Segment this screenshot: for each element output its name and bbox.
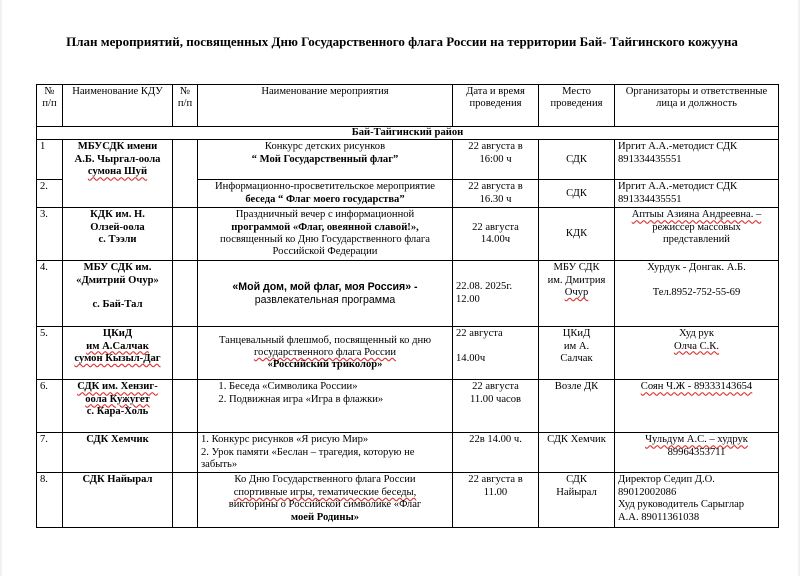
kdu-line: «Дмитрий Очур»	[76, 274, 159, 286]
empty-cell	[173, 261, 198, 327]
event-line: «Российский триколор»	[267, 359, 383, 371]
row-number: 5.	[37, 327, 63, 380]
date-cell: 22в 14.00 ч.	[453, 433, 539, 473]
date-line: 14.00ч	[480, 234, 511, 246]
organizer-cell	[615, 261, 779, 327]
organizer-line: Тел.8952-752-55-69	[652, 286, 741, 298]
organizer-cell	[615, 208, 779, 261]
kdu-line: с. Тээли	[98, 234, 137, 246]
region-name: Бай-Тайгинский район	[37, 127, 779, 140]
row-number: 2.	[37, 180, 63, 208]
date-line: 22 августа в	[468, 474, 523, 486]
row-number: 1	[37, 140, 63, 180]
table-row	[37, 208, 779, 261]
empty-cell	[173, 327, 198, 380]
event-cell	[198, 380, 453, 433]
date-line: 22 августа	[472, 221, 519, 233]
region-row	[37, 127, 779, 140]
event-cell	[198, 180, 453, 208]
date-cell	[453, 208, 539, 261]
organizer-line: Иргит А.А.-методист СДК	[618, 181, 738, 193]
empty-cell	[173, 208, 198, 261]
kdu-line: сумона Шуй	[87, 166, 148, 178]
col-header-date: Дата и время проведения	[453, 85, 539, 127]
place-line: ЦКиД	[562, 328, 591, 340]
date-line: 22 августа	[472, 381, 519, 393]
col-header-kdu: Наименование КДУ	[63, 85, 173, 127]
event-line: 1. Конкурс рисунков «Я рисую Мир»	[201, 434, 369, 446]
row-number: 6.	[37, 380, 63, 433]
kdu-line: Олзей-оола	[90, 221, 145, 233]
kdu-line: А.Б. Чыргал-оола	[74, 153, 161, 165]
table-row	[37, 433, 779, 473]
event-line: моей Родины»	[290, 511, 360, 523]
event-line: Праздничный вечер с информационной	[235, 209, 415, 221]
event-cell	[198, 433, 453, 473]
kdu-line: им А.Салчак	[86, 340, 149, 352]
empty-cell	[173, 380, 198, 433]
organizer-cell	[615, 140, 779, 180]
organizer-line: Директор Седип Д.О.	[618, 474, 715, 486]
kdu-line: МБУСДК имени	[77, 141, 158, 153]
row-number: 8.	[37, 473, 63, 528]
date-line: 12.00	[456, 293, 480, 305]
event-cell	[198, 140, 453, 180]
event-line: викторины о Российской символике «Флаг	[228, 499, 422, 511]
event-cell	[198, 473, 453, 528]
organizer-cell	[615, 433, 779, 473]
empty-cell	[173, 433, 198, 473]
event-line: развлекательная программа	[254, 293, 396, 306]
date-cell	[453, 140, 539, 180]
date-line: 22 августа в	[468, 141, 523, 153]
organizer-line: Аптыы Азияна Андреевна. –	[631, 209, 762, 221]
event-line: программой «Флаг, овеянной славой!»,	[231, 221, 419, 233]
organizer-line: представлений	[663, 234, 730, 246]
date-line: 22.08. 2025г.	[456, 281, 513, 293]
place-cell	[539, 261, 615, 327]
kdu-cell: СДК Найырал	[63, 473, 173, 528]
place-line: СДК	[566, 474, 587, 486]
col-header-num2: № п/п	[173, 85, 198, 127]
date-cell	[453, 261, 539, 327]
organizer-cell	[615, 180, 779, 208]
event-line: Ко Дню Государственного флага России	[234, 474, 416, 486]
kdu-line: КДК им. Н.	[90, 209, 145, 221]
event-line: Конкурс детских рисунков	[264, 141, 386, 153]
table-header-row	[37, 85, 779, 127]
date-cell	[453, 180, 539, 208]
date-line: 22 августа в	[468, 181, 523, 193]
place-line: МБУ СДК	[553, 262, 600, 274]
date-line: 11.00	[483, 486, 508, 498]
place-line: Найырал	[556, 486, 597, 498]
kdu-cell	[63, 327, 173, 380]
date-cell	[453, 327, 539, 380]
event-line: посвященный ко Дню Государственного флага	[220, 234, 430, 246]
event-line: Информационно-просветительское мероприятие	[215, 181, 435, 193]
kdu-cell	[63, 140, 173, 208]
place-line: Салчак	[560, 353, 593, 365]
place-cell	[539, 327, 615, 380]
kdu-line: оола Кужугет	[85, 393, 150, 405]
organizer-line: Соян Ч.Ж - 89333143654	[640, 381, 753, 393]
organizer-line: Хурдук - Донгак. А.Б.	[647, 262, 746, 274]
date-cell	[453, 473, 539, 528]
kdu-cell	[63, 208, 173, 261]
organizer-cell	[615, 327, 779, 380]
place-cell	[539, 473, 615, 528]
event-line: Танцевальный флешмоб, посвященный ко дню	[218, 334, 432, 346]
row-number: 4.	[37, 261, 63, 327]
event-line: 2. Урок памяти «Беслан – трагедия, которую не	[201, 446, 415, 458]
place-cell: КДК	[539, 208, 615, 261]
organizer-line: 891334435551	[618, 193, 682, 205]
event-line: спортивные игры, тематические беседы,	[233, 486, 417, 498]
document-page	[2, 0, 798, 576]
organizer-cell	[615, 473, 779, 528]
kdu-line: с. Бай-Тал	[92, 299, 143, 311]
kdu-cell	[63, 380, 173, 433]
empty-cell	[173, 140, 198, 208]
table-row	[37, 380, 779, 433]
event-cell	[198, 327, 453, 380]
place-cell: СДК Хемчик	[539, 433, 615, 473]
table-row	[37, 327, 779, 380]
place-cell: Возле ДК	[539, 380, 615, 433]
date-line: 11.00 часов	[469, 393, 522, 405]
organizer-line: Худ рук	[679, 328, 714, 340]
organizer-line: 89012002086	[618, 486, 677, 498]
organizer-line: 89964353711	[667, 446, 726, 458]
event-cell	[198, 208, 453, 261]
place-cell: СДК	[539, 140, 615, 180]
kdu-line: сумон Кызыл-Даг	[74, 353, 161, 365]
place-cell: СДК	[539, 180, 615, 208]
kdu-cell: СДК Хемчик	[63, 433, 173, 473]
organizer-line: А.А. 89011361038	[618, 511, 700, 523]
event-line: беседа “ Флаг моего государства”	[245, 193, 405, 205]
kdu-line: СДК им. Хензиг-	[77, 381, 158, 393]
organizer-line: Иргит А.А.-методист СДК	[618, 141, 738, 153]
table-row	[37, 261, 779, 327]
kdu-line: ЦКиД	[102, 328, 133, 340]
organizer-line: Олча С.К.	[673, 340, 720, 352]
event-list-item: 1. Беседа «Символика России»	[229, 381, 449, 393]
col-header-org: Организаторы и ответственные лица и должность	[615, 85, 779, 127]
place-line: им. Дмитрия	[547, 274, 606, 286]
col-header-num: № п/п	[37, 85, 63, 127]
organizer-line: Худ руководитель Сарыглар	[618, 499, 745, 511]
event-line: забыть»	[201, 459, 238, 471]
table-row	[37, 473, 779, 528]
event-list-item: 2. Подвижная игра «Игра в флажки»	[229, 394, 449, 406]
kdu-line: с. Кара-Холь	[86, 406, 149, 418]
event-line: Российской Федерации	[272, 246, 378, 258]
event-line: «Мой дом, мой флаг, моя Россия» -	[232, 281, 418, 294]
organizer-line: режиссер массовых	[652, 221, 741, 233]
date-cell	[453, 380, 539, 433]
date-line: 16.30 ч	[479, 193, 512, 205]
kdu-cell	[63, 261, 173, 327]
date-line: 22 августа	[456, 328, 503, 340]
date-line: 14.00ч	[456, 352, 486, 364]
organizer-line: 891334435551	[618, 153, 682, 165]
row-number: 7.	[37, 433, 63, 473]
kdu-line: МБУ СДК им.	[83, 262, 152, 274]
row-number: 3.	[37, 208, 63, 261]
empty-cell	[173, 473, 198, 528]
col-header-place: Место проведения	[539, 85, 615, 127]
col-header-event: Наименование мероприятия	[198, 85, 453, 127]
page-title: План мероприятий, посвященных Дню Государственного флага России на территории Бай- Тайгинского кожууна	[66, 34, 738, 49]
events-table	[36, 84, 779, 528]
event-line: “ Мой Государственный флаг”	[251, 153, 399, 165]
date-line: 16:00 ч	[479, 153, 512, 165]
organizer-line: Чульдум А.С. – худрук	[645, 434, 748, 446]
table-row	[37, 140, 779, 180]
place-line: им А.	[563, 340, 590, 352]
event-line: государственного флага России	[253, 347, 397, 359]
organizer-cell	[615, 380, 779, 433]
place-line: Очур	[564, 287, 589, 299]
event-cell	[198, 261, 453, 327]
